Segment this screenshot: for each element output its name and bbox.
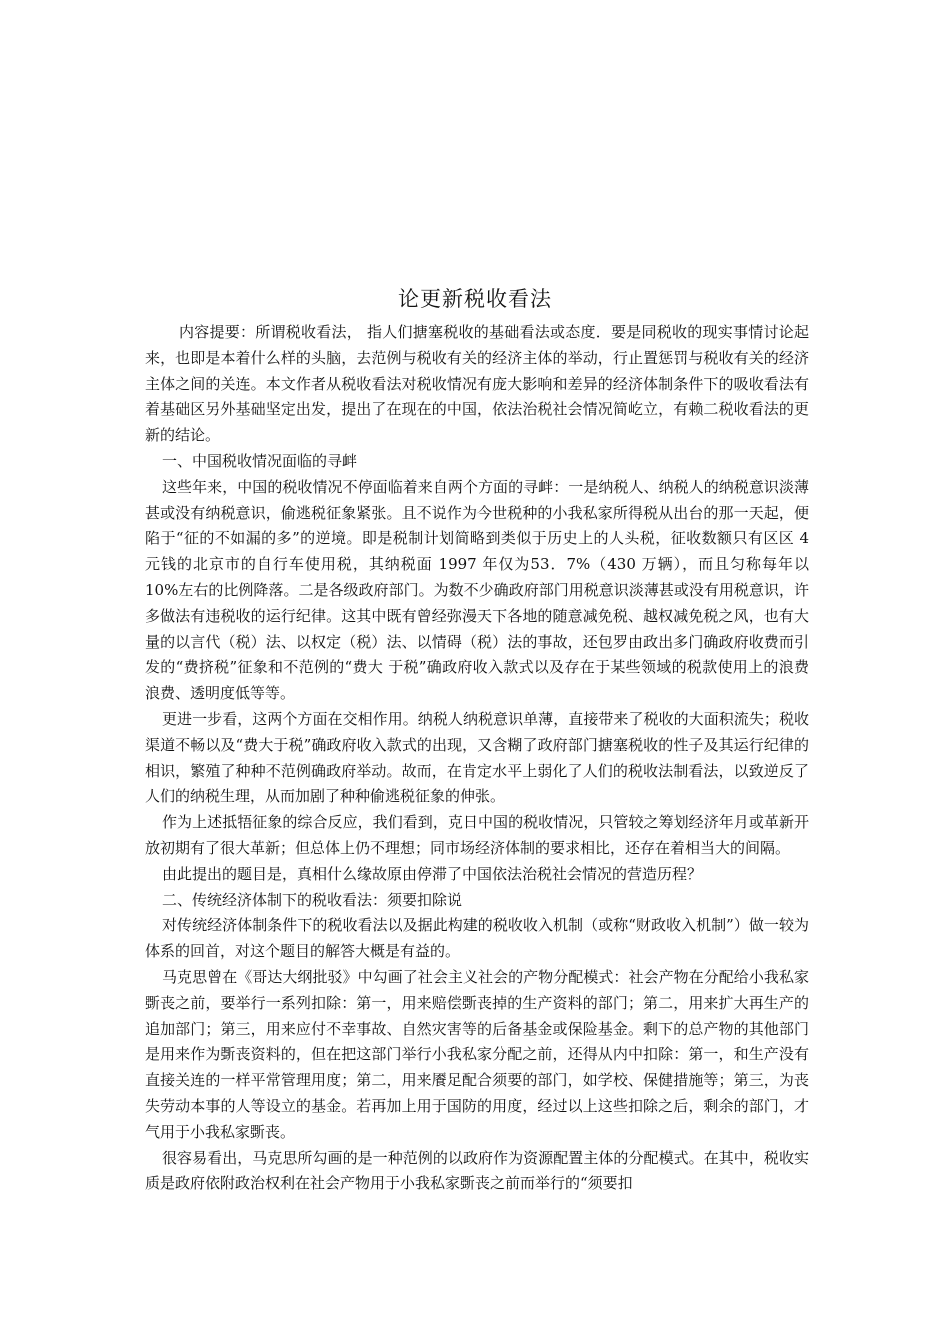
- section-heading-1: 一、中国税收情况面临的寻衅: [162, 451, 358, 470]
- body-paragraph: 由此提出的题目是，真相什么缘故原由停滞了中国依法治税社会情况的营造历程？: [162, 864, 703, 883]
- document-body: [145, 320, 809, 1197]
- body-paragraph: 对传统经济体制条件下的税收看法以及据此构建的税收收入机制（或称“财政收入机制”）做一较为体系的回首，对这个题目的解答大概是有益的。: [145, 916, 809, 961]
- body-paragraph: 马克思曾在《哥达大纲批驳》中勾画了社会主义社会的产物分配模式：社会产物在分配给小我私家斲丧之前，要举行一系列扣除：第一，用来赔偿斲丧掉的生产资料的部门；第二，用来扩大再生产的追加部门；第三，用来应付不幸事故、自然灾害等的后备基金或保险基金。剩下的总产物的其他部门是用来作为斲丧资料的，但在把这部门举行小我私家分配之前，还得从内中扣除：第一，和生产没有直接关连的一样平常管理用度；第二，用来餍足配合须要的部门，如学校、保健措施等；第三，为丧失劳动本事的人等设立的基金。若再加上用于国防的用度，经过以上这些扣除之后，剩余的部门，才气用于小我私家斲丧。: [145, 967, 809, 1141]
- body-paragraph: 这些年来，中国的税收情况不停面临着来自两个方面的寻衅：一是纳税人、纳税人的纳税意识淡薄甚或没有纳税意识，偷逃税征象紧张。且不说作为今世税种的小我私家所得税从出台的那一天起，便陷于“征的不如漏的多”的逆境。即是税制计划简略到类似于历史上的人头税，征收数额只有区区 4 元钱的北京市的自行车使用税，其纳税面 1997 年仅为53．7%（430 万辆），而且匀称每年以 10%左右的比例降落。二是各级政府部门。为数不少确政府部门用税意识淡薄甚或没有用税意识，许多做法有违税收的运行纪律。这其中既有曾经弥漫天下各地的随意减免税、越权减免税之风，也有大量的以言代（税）法、以权定（税）法、以情碍（税）法的事故，还包罗由政出多门确政府收费而引发的“费挤税”征象和不范例的“费大 于税”确政府收入款式以及存在于某些领域的税款使用上的浪费浪费、透明度低等等。: [145, 477, 809, 703]
- abstract-paragraph: 内容提要：所谓税收看法， 指人们搪塞税收的基础看法或态度．要是同税收的现实事情讨论起来，也即是本着什么样的头脑，去范例与税收有关的经济主体的举动，行止置惩罚与税收有关的经济主体之间的关连。本文作者从税收看法对税收情况有庞大影响和差异的经济体制条件下的吸收看法有着基础区另外基础坚定出发，提出了在现在的中国，依法治税社会情况简屹立，有赖二税收看法的更新的结论。: [145, 323, 809, 445]
- body-paragraph: 更进一步看，这两个方面在交相作用。纳税人纳税意识单薄，直接带来了税收的大面积流失；税收渠道不畅以及“费大于税”确政府收入款式的出现，又含糊了政府部门搪塞税收的性子及其运行纪律的相识，繁殖了种种不范例确政府举动。故而，在肯定水平上弱化了人们的税收法制看法，以致逆反了人们的纳税生理，从而加剧了种种偷逃税征象的伸张。: [145, 709, 809, 806]
- document-title: 论更新税收看法: [398, 287, 552, 311]
- section-heading-2: 二、传统经济体制下的税收看法：须要扣除说: [162, 890, 463, 909]
- body-paragraph: 很容易看出，马克思所勾画的是一种范例的以政府作为资源配置主体的分配模式。在其中，税收实质是政府依附政治权利在社会产物用于小我私家斲丧之前而举行的“须要扣: [145, 1148, 809, 1193]
- body-paragraph: 作为上述抵牾征象的综合反应，我们看到，克日中国的税收情况，只管较之筹划经济年月或革新开放初期有了很大革新；但总体上仍不理想；同市场经济体制的要求相比，还存在着相当大的间隔。: [145, 813, 809, 857]
